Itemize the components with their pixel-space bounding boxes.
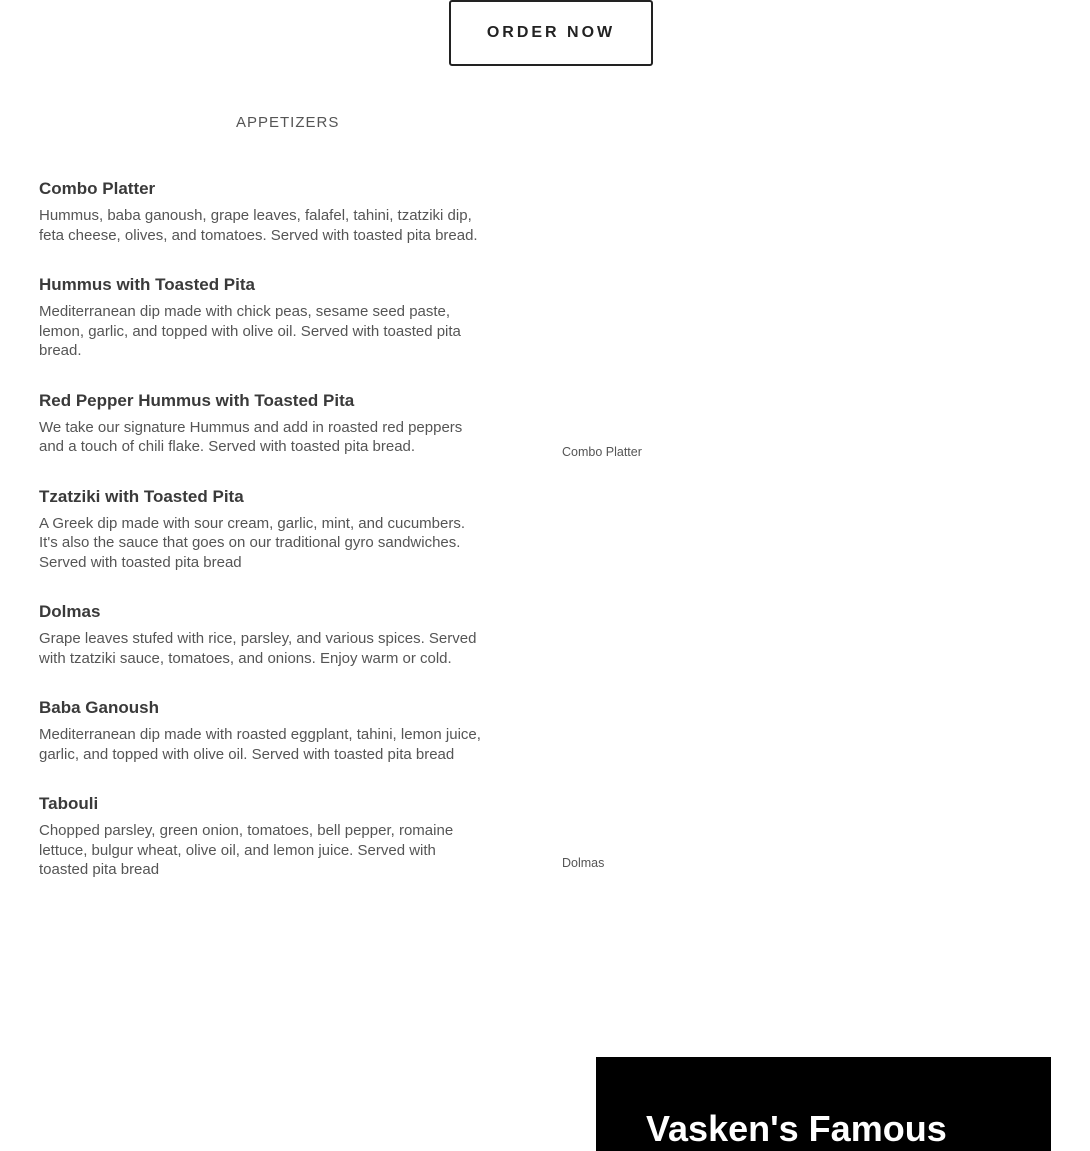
menu-item-description: Chopped parsley, green onion, tomatoes, bell pepper, romaine lettuce, bulgur wheat, olive oil, and lemon juice. Served with toasted pita bread	[39, 822, 454, 878]
menu-item-description: Hummus, baba ganoush, grape leaves, falafel, tahini, tzatziki dip, feta cheese, olives, and tomatoes. Served with toasted pita bread.	[39, 207, 478, 244]
gallery-caption-dolmas: Dolmas	[562, 856, 605, 870]
menu-item-name: Hummus with Toasted Pita	[39, 275, 255, 294]
menu-item-name: Tabouli	[39, 794, 99, 813]
menu-item-description: Grape leaves stufed with rice, parsley, and various spices. Served with tzatziki sauce, tomatoes, and onions. Enjoy warm or cold.	[39, 630, 477, 667]
menu-item-name: Red Pepper Hummus with Toasted Pita	[39, 390, 355, 410]
menu-item	[39, 178, 484, 245]
order-now-button[interactable]: ORDER NOW	[449, 0, 653, 66]
promo-banner	[596, 1057, 1051, 1151]
section-title-appetizers: APPETIZERS	[236, 114, 340, 131]
promo-title: Vasken's Famous	[646, 1108, 947, 1149]
menu-item-description: Mediterranean dip made with chick peas, sesame seed paste, lemon, garlic, and topped with olive oil. Served with toasted pita bread.	[39, 303, 461, 359]
menu-item-name: Dolmas	[39, 602, 101, 621]
menu-item	[39, 697, 484, 764]
menu-item-description: Mediterranean dip made with roasted eggplant, tahini, lemon juice, garlic, and topped with olive oil. Served with toasted pita bread	[39, 726, 481, 763]
menu-item-name: Combo Platter	[39, 179, 156, 198]
menu-item-description: We take our signature Hummus and add in roasted red peppers and a touch of chili flake. Served with toasted pita bread.	[39, 418, 463, 455]
menu-item	[39, 274, 484, 361]
menu-item-name: Baba Ganoush	[39, 698, 159, 717]
menu-item	[39, 486, 484, 573]
menu-item-name: Tzatziki with Toasted Pita	[39, 486, 244, 506]
menu-item	[39, 390, 484, 457]
menu-item	[39, 601, 484, 668]
menu-item-description: A Greek dip made with sour cream, garlic, mint, and cucumbers. It's also the sauce that goes on our traditional gyro sandwiches. Served with toasted pita bread	[39, 514, 466, 571]
gallery-caption-combo-platter: Combo Platter	[562, 445, 642, 459]
menu-list	[39, 178, 484, 909]
menu-item	[39, 793, 484, 880]
